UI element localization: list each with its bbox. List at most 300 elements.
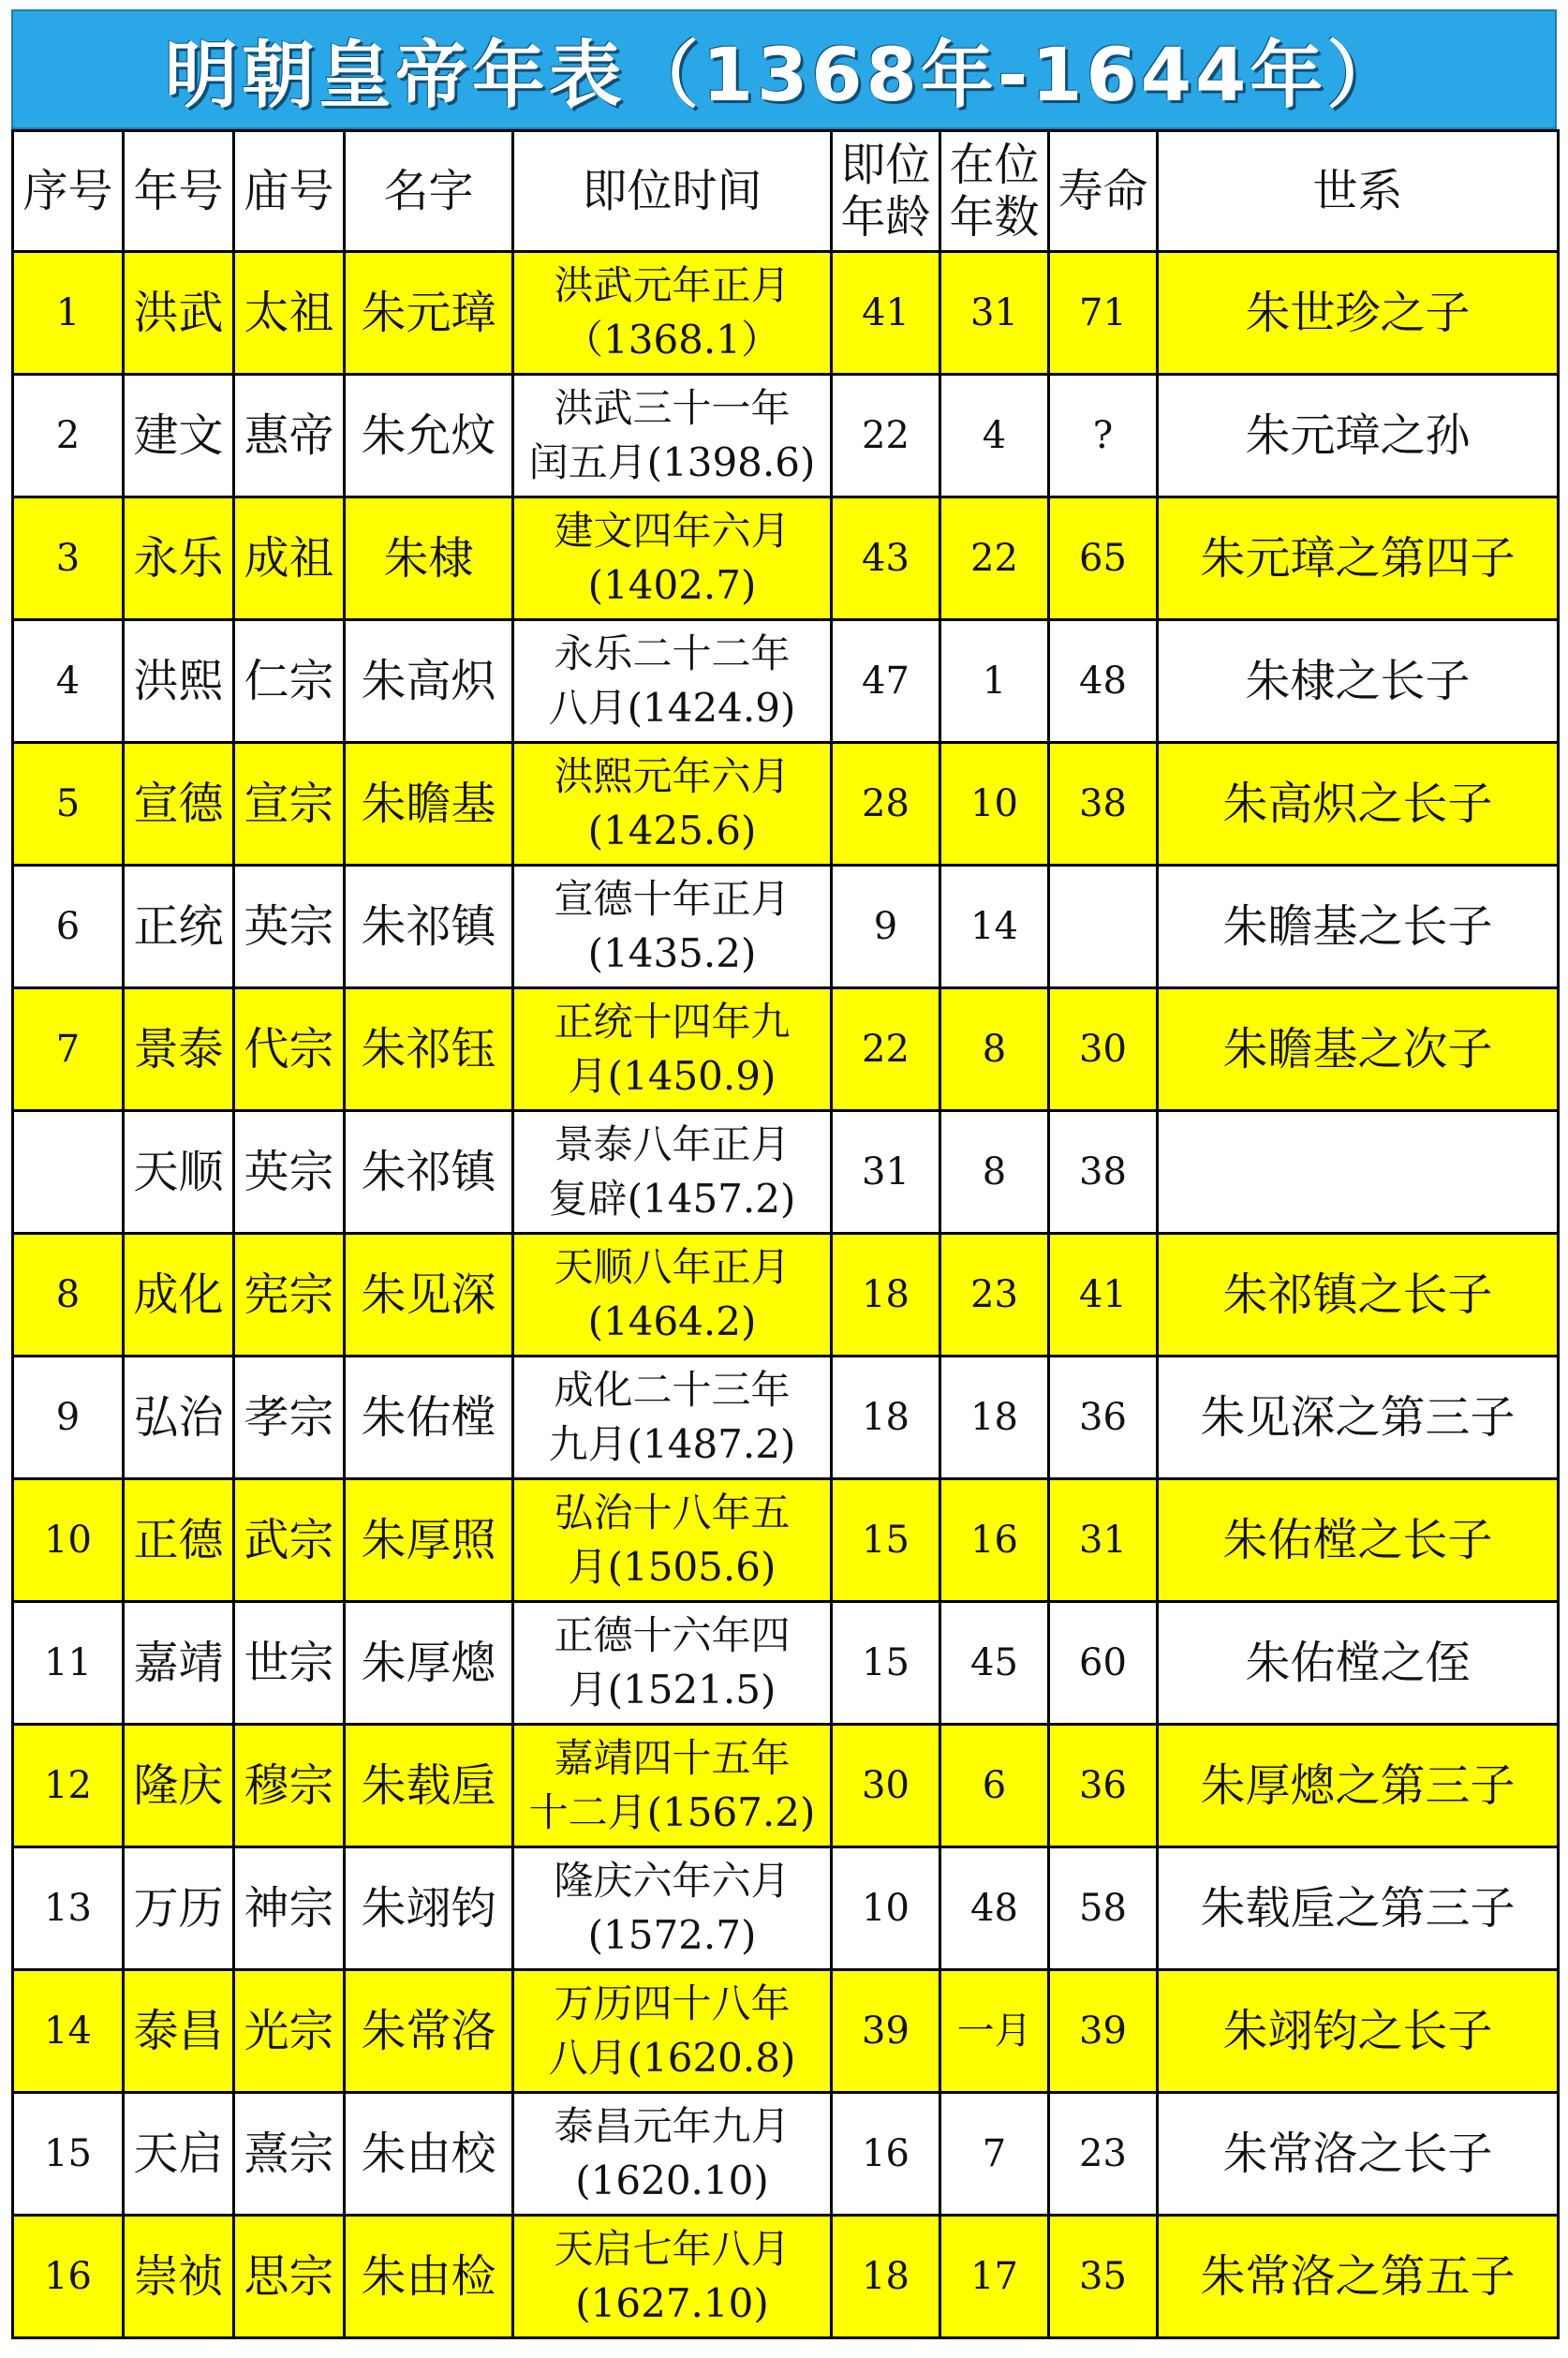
cell-accession-date bbox=[513, 743, 832, 866]
accession-date-line1: 宣德十年正月 bbox=[554, 876, 791, 922]
cell-no-text: 16 bbox=[44, 2255, 92, 2298]
header-temple: 庙号 bbox=[234, 131, 345, 252]
cell-lineage bbox=[1158, 1847, 1559, 1970]
table-row bbox=[13, 1725, 1559, 1847]
cell-name-text: 朱由检 bbox=[361, 2250, 496, 2303]
cell-era bbox=[124, 1234, 234, 1357]
page-title: 明朝皇帝年表（1368年-1644年） bbox=[164, 34, 1404, 118]
cell-era-text: 隆庆 bbox=[133, 1759, 224, 1812]
accession-date-line1: 嘉靖四十五年 bbox=[554, 1735, 791, 1781]
cell-era-text: 天启 bbox=[133, 2128, 224, 2180]
cell-lifespan bbox=[1049, 2216, 1158, 2338]
cell-name bbox=[345, 743, 513, 866]
table-row bbox=[13, 252, 1559, 375]
cell-name bbox=[345, 375, 513, 497]
cell-reign-years-text: 一月 bbox=[956, 2009, 1032, 2053]
header-accession-date: 即位时间 bbox=[513, 131, 832, 252]
cell-temple bbox=[234, 375, 345, 497]
cell-era-text: 弘治 bbox=[133, 1391, 224, 1444]
cell-name-text: 朱载垕 bbox=[361, 1759, 496, 1812]
cell-name bbox=[345, 252, 513, 375]
cell-lineage bbox=[1158, 2216, 1559, 2338]
title-bar bbox=[11, 9, 1557, 129]
cell-no bbox=[13, 1602, 124, 1725]
accession-date-line1: 万历四十八年 bbox=[554, 1980, 791, 2026]
cell-lifespan-text: 35 bbox=[1079, 2255, 1127, 2298]
cell-accession-age bbox=[832, 252, 940, 375]
cell-reign-years bbox=[940, 1234, 1049, 1357]
cell-name-text: 朱祁镇 bbox=[361, 1146, 496, 1198]
cell-no-text: 9 bbox=[55, 1396, 81, 1439]
cell-lifespan-text: 36 bbox=[1079, 1396, 1127, 1439]
cell-accession-date bbox=[513, 2216, 832, 2338]
cell-lineage bbox=[1158, 1357, 1559, 1479]
page bbox=[11, 9, 1557, 2339]
cell-reign-years-text: 7 bbox=[982, 2132, 1007, 2175]
table-row bbox=[13, 1602, 1559, 1725]
cell-lineage bbox=[1158, 1602, 1559, 1725]
cell-name-text: 朱祁镇 bbox=[361, 900, 496, 953]
cell-temple-text: 仁宗 bbox=[244, 655, 334, 707]
cell-name-text: 朱高炽 bbox=[361, 655, 496, 707]
cell-lifespan bbox=[1049, 1725, 1158, 1847]
cell-accession-age bbox=[832, 988, 940, 1111]
cell-name-text: 朱厚熜 bbox=[361, 1637, 496, 1689]
cell-temple-text: 成祖 bbox=[244, 532, 334, 585]
cell-era-text: 洪熙 bbox=[133, 655, 224, 707]
table-row bbox=[13, 988, 1559, 1111]
cell-lifespan bbox=[1049, 1234, 1158, 1357]
cell-accession-date bbox=[513, 620, 832, 743]
cell-accession-age bbox=[832, 1111, 940, 1234]
cell-era bbox=[124, 2216, 234, 2338]
cell-lifespan bbox=[1049, 1479, 1158, 1602]
accession-date-line2: (1402.7) bbox=[587, 562, 757, 608]
cell-accession-age-text: 18 bbox=[862, 1273, 910, 1316]
cell-no-text: 13 bbox=[44, 1887, 92, 1930]
cell-accession-age-text: 31 bbox=[862, 1150, 910, 1194]
cell-lifespan-text: 65 bbox=[1079, 537, 1127, 580]
cell-accession-date bbox=[513, 866, 832, 988]
accession-date-line2: (1435.2) bbox=[587, 930, 757, 976]
cell-lifespan bbox=[1049, 743, 1158, 866]
cell-accession-age bbox=[832, 1357, 940, 1479]
cell-temple bbox=[234, 620, 345, 743]
cell-name bbox=[345, 1111, 513, 1234]
cell-accession-age bbox=[832, 866, 940, 988]
cell-reign-years bbox=[940, 743, 1049, 866]
cell-accession-age bbox=[832, 743, 940, 866]
cell-era-text: 正德 bbox=[133, 1514, 224, 1566]
cell-name-text: 朱翊钧 bbox=[361, 1882, 496, 1935]
cell-temple bbox=[234, 2093, 345, 2216]
cell-reign-years bbox=[940, 252, 1049, 375]
cell-name-text: 朱允炆 bbox=[361, 409, 496, 462]
cell-era-text: 永乐 bbox=[133, 532, 224, 585]
cell-lifespan bbox=[1049, 866, 1158, 988]
cell-reign-years bbox=[940, 375, 1049, 497]
cell-lineage-text: 朱厚熜之第三子 bbox=[1200, 1759, 1516, 1812]
accession-date-line1: 正统十四年九 bbox=[554, 999, 791, 1045]
cell-reign-years bbox=[940, 1725, 1049, 1847]
table-row bbox=[13, 497, 1559, 620]
cell-lineage bbox=[1158, 1970, 1559, 2093]
cell-reign-years-text: 8 bbox=[982, 1028, 1007, 1071]
cell-era-text: 洪武 bbox=[133, 287, 224, 339]
cell-reign-years bbox=[940, 1970, 1049, 2093]
cell-no-text: 14 bbox=[44, 2009, 92, 2053]
cell-lifespan-text: 38 bbox=[1079, 1150, 1127, 1194]
cell-temple bbox=[234, 1725, 345, 1847]
cell-lifespan bbox=[1049, 1111, 1158, 1234]
cell-no bbox=[13, 1479, 124, 1602]
cell-temple-text: 代宗 bbox=[244, 1023, 334, 1075]
cell-reign-years-text: 23 bbox=[970, 1273, 1018, 1316]
cell-reign-years bbox=[940, 2216, 1049, 2338]
accession-date-line2: (1464.2) bbox=[587, 1298, 757, 1344]
cell-temple-text: 神宗 bbox=[244, 1882, 334, 1935]
cell-lineage-text: 朱常洛之第五子 bbox=[1200, 2250, 1516, 2303]
cell-temple bbox=[234, 1234, 345, 1357]
cell-reign-years-text: 16 bbox=[970, 1519, 1018, 1562]
cell-accession-date bbox=[513, 2093, 832, 2216]
cell-accession-date bbox=[513, 375, 832, 497]
accession-date-line2: (1425.6) bbox=[587, 808, 757, 853]
cell-name bbox=[345, 988, 513, 1111]
accession-date-line2: 十二月(1567.2) bbox=[528, 1789, 816, 1835]
cell-temple bbox=[234, 1111, 345, 1234]
cell-accession-date bbox=[513, 1602, 832, 1725]
accession-date-line2: 八月(1620.8) bbox=[548, 2035, 796, 2081]
cell-temple bbox=[234, 988, 345, 1111]
cell-accession-age bbox=[832, 1970, 940, 2093]
accession-date-line2: 八月(1424.9) bbox=[548, 685, 796, 731]
cell-name-text: 朱由校 bbox=[361, 2128, 496, 2180]
cell-accession-date bbox=[513, 497, 832, 620]
cell-lifespan-text: 60 bbox=[1079, 1641, 1127, 1684]
cell-accession-date bbox=[513, 1111, 832, 1234]
cell-reign-years-text: 10 bbox=[970, 782, 1018, 825]
cell-accession-age-text: 16 bbox=[862, 2132, 910, 2175]
cell-name bbox=[345, 497, 513, 620]
header-no: 序号 bbox=[13, 131, 124, 252]
cell-lineage-text: 朱佑樘之侄 bbox=[1245, 1637, 1471, 1689]
cell-era-text: 万历 bbox=[133, 1882, 224, 1935]
cell-era bbox=[124, 866, 234, 988]
accession-date-line1: 弘治十八年五 bbox=[554, 1490, 791, 1535]
accession-date-line1: 天顺八年正月 bbox=[554, 1244, 791, 1290]
cell-temple-text: 世宗 bbox=[244, 1637, 334, 1689]
accession-date-line1: 天启七年八月 bbox=[554, 2226, 791, 2272]
accession-date-line1: 景泰八年正月 bbox=[554, 1121, 791, 1167]
cell-no bbox=[13, 620, 124, 743]
header-row bbox=[13, 131, 1559, 252]
cell-reign-years bbox=[940, 1111, 1049, 1234]
cell-temple-text: 太祖 bbox=[244, 287, 334, 339]
cell-temple-text: 熹宗 bbox=[244, 2128, 334, 2180]
cell-temple-text: 武宗 bbox=[244, 1514, 334, 1566]
cell-no bbox=[13, 1357, 124, 1479]
cell-reign-years bbox=[940, 2093, 1049, 2216]
cell-accession-age-text: 22 bbox=[862, 414, 910, 457]
cell-no-text: 10 bbox=[44, 1519, 92, 1562]
cell-temple bbox=[234, 1847, 345, 1970]
accession-date-line2: (1620.10) bbox=[575, 2158, 769, 2203]
cell-era bbox=[124, 620, 234, 743]
cell-era bbox=[124, 2093, 234, 2216]
header-era: 年号 bbox=[124, 131, 234, 252]
cell-lineage bbox=[1158, 988, 1559, 1111]
header-lineage: 世系 bbox=[1158, 131, 1559, 252]
cell-temple-text: 穆宗 bbox=[244, 1759, 334, 1812]
cell-era-text: 崇祯 bbox=[133, 2250, 224, 2303]
cell-name-text: 朱佑樘 bbox=[361, 1391, 496, 1444]
cell-temple-text: 惠帝 bbox=[244, 409, 334, 462]
cell-no-text: 11 bbox=[44, 1641, 92, 1684]
cell-accession-age-text: 18 bbox=[862, 1396, 910, 1439]
cell-no-text: 15 bbox=[44, 2132, 92, 2175]
cell-lineage bbox=[1158, 2093, 1559, 2216]
cell-lifespan bbox=[1049, 2093, 1158, 2216]
cell-accession-age bbox=[832, 620, 940, 743]
cell-name-text: 朱瞻基 bbox=[361, 778, 496, 830]
table-row bbox=[13, 1970, 1559, 2093]
cell-reign-years-text: 1 bbox=[982, 660, 1007, 703]
cell-lifespan-text: 31 bbox=[1079, 1519, 1127, 1562]
cell-reign-years bbox=[940, 866, 1049, 988]
cell-accession-date bbox=[513, 1357, 832, 1479]
cell-no-text: 8 bbox=[55, 1273, 81, 1316]
cell-reign-years bbox=[940, 497, 1049, 620]
accession-date-line1: 泰昌元年九月 bbox=[554, 2103, 791, 2149]
cell-temple-text: 宪宗 bbox=[244, 1268, 334, 1321]
cell-lineage-text: 朱元璋之第四子 bbox=[1200, 532, 1516, 585]
cell-accession-age-text: 22 bbox=[862, 1028, 910, 1071]
cell-era-text: 泰昌 bbox=[133, 2005, 224, 2057]
cell-accession-age bbox=[832, 1725, 940, 1847]
cell-reign-years-text: 48 bbox=[970, 1887, 1018, 1930]
cell-lineage-text: 朱棣之长子 bbox=[1245, 655, 1471, 707]
cell-era-text: 天顺 bbox=[133, 1146, 224, 1198]
cell-lineage bbox=[1158, 1234, 1559, 1357]
cell-temple-text: 孝宗 bbox=[244, 1391, 334, 1444]
cell-accession-date bbox=[513, 988, 832, 1111]
cell-no bbox=[13, 743, 124, 866]
cell-accession-age-text: 15 bbox=[862, 1519, 910, 1562]
cell-accession-age-text: 28 bbox=[862, 782, 910, 825]
cell-accession-age bbox=[832, 1847, 940, 1970]
cell-accession-age-text: 47 bbox=[862, 660, 910, 703]
cell-name bbox=[345, 1234, 513, 1357]
cell-no bbox=[13, 988, 124, 1111]
cell-era-text: 宣德 bbox=[133, 778, 224, 830]
cell-name bbox=[345, 1479, 513, 1602]
table-row bbox=[13, 1111, 1559, 1234]
cell-lifespan bbox=[1049, 1970, 1158, 2093]
cell-era bbox=[124, 252, 234, 375]
cell-era-text: 景泰 bbox=[133, 1023, 224, 1075]
cell-lineage bbox=[1158, 743, 1559, 866]
cell-accession-date bbox=[513, 1725, 832, 1847]
cell-temple bbox=[234, 1357, 345, 1479]
cell-lifespan bbox=[1049, 1847, 1158, 1970]
table-body bbox=[13, 252, 1559, 2338]
cell-no bbox=[13, 375, 124, 497]
cell-era bbox=[124, 1602, 234, 1725]
cell-name-text: 朱祁钰 bbox=[361, 1023, 496, 1075]
cell-temple bbox=[234, 1970, 345, 2093]
cell-lineage-text: 朱元璋之孙 bbox=[1245, 409, 1471, 462]
cell-era-text: 嘉靖 bbox=[133, 1637, 224, 1689]
cell-no bbox=[13, 497, 124, 620]
cell-temple bbox=[234, 1602, 345, 1725]
header-lifespan: 寿命 bbox=[1049, 131, 1158, 252]
cell-no-text: 12 bbox=[44, 1764, 92, 1807]
cell-lifespan bbox=[1049, 620, 1158, 743]
cell-name-text: 朱常洛 bbox=[361, 2005, 496, 2057]
cell-reign-years-text: 45 bbox=[970, 1641, 1018, 1684]
cell-name bbox=[345, 2216, 513, 2338]
accession-date-line2: 月(1521.5) bbox=[568, 1667, 777, 1713]
cell-temple bbox=[234, 743, 345, 866]
cell-lineage bbox=[1158, 866, 1559, 988]
cell-name bbox=[345, 1847, 513, 1970]
accession-date-line1: 永乐二十二年 bbox=[554, 630, 791, 676]
cell-accession-age-text: 39 bbox=[862, 2009, 910, 2053]
cell-no bbox=[13, 2216, 124, 2338]
cell-lineage bbox=[1158, 497, 1559, 620]
accession-date-line2: (1572.7) bbox=[587, 1912, 757, 1958]
header-name: 名字 bbox=[345, 131, 513, 252]
cell-lineage bbox=[1158, 620, 1559, 743]
accession-date-line2: 九月(1487.2) bbox=[548, 1421, 796, 1467]
cell-no-text: 3 bbox=[55, 537, 81, 580]
cell-accession-age bbox=[832, 1602, 940, 1725]
header-reign-years: 在位年数 bbox=[940, 131, 1049, 252]
cell-accession-age-text: 15 bbox=[862, 1641, 910, 1684]
cell-era bbox=[124, 1357, 234, 1479]
table-row bbox=[13, 375, 1559, 497]
cell-name-text: 朱见深 bbox=[361, 1268, 496, 1321]
cell-reign-years-text: 4 bbox=[982, 414, 1007, 457]
table-row bbox=[13, 2093, 1559, 2216]
cell-no bbox=[13, 1234, 124, 1357]
cell-lifespan bbox=[1049, 988, 1158, 1111]
cell-lineage bbox=[1158, 252, 1559, 375]
table-row bbox=[13, 866, 1559, 988]
cell-name bbox=[345, 866, 513, 988]
cell-reign-years-text: 14 bbox=[970, 905, 1018, 948]
cell-lifespan-text: 48 bbox=[1079, 660, 1127, 703]
cell-reign-years-text: 18 bbox=[970, 1396, 1018, 1439]
accession-date-line1: 洪武三十一年 bbox=[554, 385, 791, 431]
table-row bbox=[13, 1479, 1559, 1602]
cell-name-text: 朱厚照 bbox=[361, 1514, 496, 1566]
cell-lineage-text: 朱佑樘之长子 bbox=[1222, 1514, 1493, 1566]
cell-reign-years-text: 8 bbox=[982, 1150, 1007, 1194]
accession-date-line2: (1627.10) bbox=[575, 2280, 769, 2326]
cell-era-text: 成化 bbox=[133, 1268, 224, 1321]
cell-temple bbox=[234, 866, 345, 988]
header-accession-age: 即位年龄 bbox=[832, 131, 940, 252]
cell-accession-age-text: 18 bbox=[862, 2255, 910, 2298]
cell-temple-text: 光宗 bbox=[244, 2005, 334, 2057]
cell-reign-years bbox=[940, 620, 1049, 743]
cell-no bbox=[13, 1847, 124, 1970]
cell-temple-text: 思宗 bbox=[244, 2250, 334, 2303]
cell-accession-age bbox=[832, 2093, 940, 2216]
cell-lifespan-text: 41 bbox=[1079, 1273, 1127, 1316]
cell-temple bbox=[234, 497, 345, 620]
cell-reign-years-text: 6 bbox=[982, 1764, 1007, 1807]
cell-name bbox=[345, 1725, 513, 1847]
cell-era bbox=[124, 1847, 234, 1970]
table-row bbox=[13, 1357, 1559, 1479]
cell-era bbox=[124, 497, 234, 620]
cell-lineage-text: 朱高炽之长子 bbox=[1222, 778, 1493, 830]
accession-date-line1: 成化二十三年 bbox=[554, 1367, 791, 1413]
cell-era bbox=[124, 375, 234, 497]
cell-era-text: 建文 bbox=[133, 409, 224, 462]
cell-name bbox=[345, 1357, 513, 1479]
cell-accession-age bbox=[832, 375, 940, 497]
accession-date-line2: （1368.1） bbox=[564, 317, 780, 363]
cell-temple-text: 宣宗 bbox=[244, 778, 334, 830]
cell-lineage-text: 朱瞻基之长子 bbox=[1222, 900, 1493, 953]
cell-reign-years bbox=[940, 1357, 1049, 1479]
cell-lifespan bbox=[1049, 252, 1158, 375]
cell-reign-years-text: 31 bbox=[970, 291, 1018, 334]
cell-name-text: 朱元璋 bbox=[361, 287, 496, 339]
cell-lineage-text: 朱瞻基之次子 bbox=[1222, 1023, 1493, 1075]
accession-date-line2: 复辟(1457.2) bbox=[548, 1176, 796, 1222]
cell-name bbox=[345, 2093, 513, 2216]
table-row bbox=[13, 2216, 1559, 2338]
cell-temple-text: 英宗 bbox=[244, 1146, 334, 1198]
cell-no-text: 5 bbox=[55, 782, 81, 825]
cell-lineage-text: 朱常洛之长子 bbox=[1222, 2128, 1493, 2180]
cell-lifespan-text: 58 bbox=[1079, 1887, 1127, 1930]
cell-era bbox=[124, 1725, 234, 1847]
cell-no bbox=[13, 866, 124, 988]
cell-accession-age-text: 9 bbox=[873, 905, 898, 948]
cell-lineage bbox=[1158, 1111, 1559, 1234]
cell-accession-date bbox=[513, 252, 832, 375]
cell-lifespan bbox=[1049, 375, 1158, 497]
cell-no bbox=[13, 1111, 124, 1234]
accession-date-line2: 月(1450.9) bbox=[568, 1053, 777, 1099]
cell-reign-years-text: 22 bbox=[970, 537, 1018, 580]
cell-reign-years bbox=[940, 1847, 1049, 1970]
cell-no-text: 6 bbox=[55, 905, 81, 948]
cell-no bbox=[13, 252, 124, 375]
cell-era bbox=[124, 1479, 234, 1602]
cell-no bbox=[13, 1970, 124, 2093]
cell-accession-date bbox=[513, 1479, 832, 1602]
cell-lineage bbox=[1158, 1479, 1559, 1602]
cell-no-text: 7 bbox=[55, 1028, 81, 1071]
accession-date-line1: 洪熙元年六月 bbox=[554, 753, 791, 799]
cell-era bbox=[124, 743, 234, 866]
cell-name bbox=[345, 620, 513, 743]
cell-reign-years bbox=[940, 1479, 1049, 1602]
cell-reign-years bbox=[940, 1602, 1049, 1725]
cell-lifespan-text: ? bbox=[1092, 414, 1114, 457]
cell-lineage-text: 朱世珍之子 bbox=[1245, 287, 1471, 339]
cell-no-text: 2 bbox=[55, 414, 81, 457]
cell-lifespan-text: 23 bbox=[1079, 2132, 1127, 2175]
cell-era-text: 正统 bbox=[133, 900, 224, 953]
